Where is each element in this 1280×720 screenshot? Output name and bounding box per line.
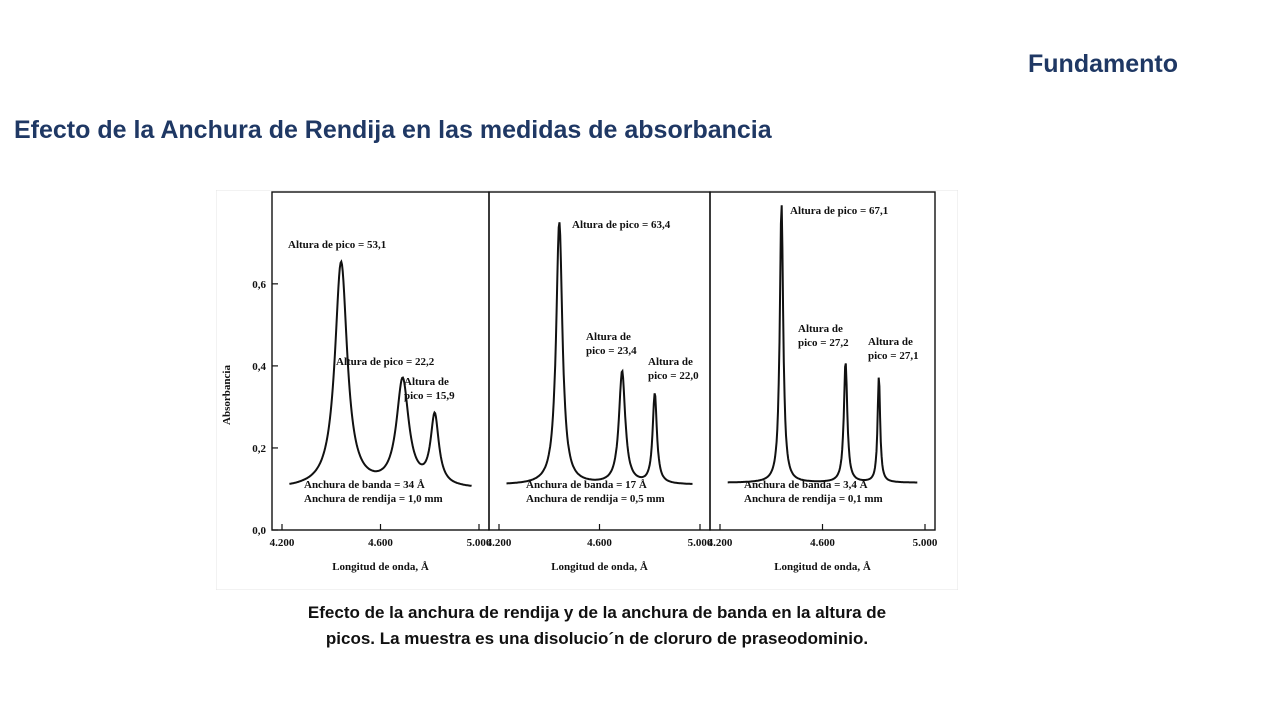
absorbance-figure — [216, 190, 958, 590]
spectra-chart — [216, 190, 958, 590]
panel-2-x-tick-label-3: 5.000 — [687, 537, 713, 549]
panel-2-peak-3-label-line-2: pico = 22,0 — [648, 370, 699, 382]
panel-2-peak-3-label-line-1: Altura de — [648, 356, 693, 368]
panel-3-peak-3-label-line-2: pico = 27,1 — [868, 350, 919, 362]
panel-3-band-width: Anchura de banda = 3,4 Å — [744, 479, 868, 491]
panel-3-x-axis-title: Longitud de onda, Å — [774, 561, 871, 573]
panel-3-peak-1-label: Altura de pico = 67,1 — [790, 205, 889, 217]
panel-2-band-width: Anchura de banda = 17 Å — [526, 479, 647, 491]
panel-3-slit-width: Anchura de rendija = 0,1 mm — [744, 493, 883, 505]
panel-1-band-width: Anchura de banda = 34 Å — [304, 479, 425, 491]
panel-1-peak-3-label-line-1: Altura de — [404, 376, 449, 388]
panel-1-peak-1-label: Altura de pico = 53,1 — [288, 239, 387, 251]
panel-1-x-tick-label-1: 4.200 — [269, 537, 295, 549]
caption-line-2: picos. La muestra es una disolucio´n de cloruro de praseodominio. — [325, 629, 869, 648]
panel-2-x-axis-title: Longitud de onda, Å — [551, 561, 648, 573]
panel-1-x-tick-label-3: 5.000 — [466, 537, 492, 549]
figure-caption — [226, 600, 968, 652]
panel-3-x-tick-label-3: 5.000 — [912, 537, 938, 549]
panel-1-slit-width: Anchura de rendija = 1,0 mm — [304, 493, 443, 505]
panel-1-peak-3-label-line-2: pico = 15,9 — [404, 390, 455, 402]
y-tick-label-3: 0,4 — [252, 360, 266, 373]
panel-3-x-tick-label-1: 4.200 — [707, 537, 733, 549]
section-label: Fundamento — [1028, 50, 1178, 78]
panel-2-peak-2-label-line-2: pico = 23,4 — [586, 345, 637, 357]
panel-2-peak-2-label-line-1: Altura de — [586, 331, 631, 343]
panel-2-peak-1-label: Altura de pico = 63,4 — [572, 219, 671, 231]
y-tick-label-4: 0,6 — [252, 278, 266, 291]
panel-3-peak-2-label-line-1: Altura de — [798, 323, 843, 335]
y-axis-title: Absorbancia — [221, 365, 233, 425]
panel-2-slit-width: Anchura de rendija = 0,5 mm — [526, 493, 665, 505]
panel-1-x-tick-label-2: 4.600 — [368, 537, 393, 549]
panel-3-x-tick-label-2: 4.600 — [810, 537, 835, 549]
panel-2-x-tick-label-1: 4.200 — [486, 537, 512, 549]
y-tick-label-2: 0,2 — [252, 442, 266, 455]
panel-1-x-axis-title: Longitud de onda, Å — [332, 561, 429, 573]
caption-line-1: Efecto de la anchura de rendija y de la anchura de banda en la altura de — [307, 603, 887, 622]
slide-title: Efecto de la Anchura de Rendija en las medidas de absorbancia — [14, 116, 772, 144]
y-tick-label-1: 0,0 — [252, 525, 266, 537]
panel-1-peak-2-label: Altura de pico = 22,2 — [336, 356, 435, 368]
panel-3-peak-3-label-line-1: Altura de — [868, 336, 913, 348]
panel-3-peak-2-label-line-2: pico = 27,2 — [798, 337, 849, 349]
panel-2-x-tick-label-2: 4.600 — [587, 537, 612, 549]
